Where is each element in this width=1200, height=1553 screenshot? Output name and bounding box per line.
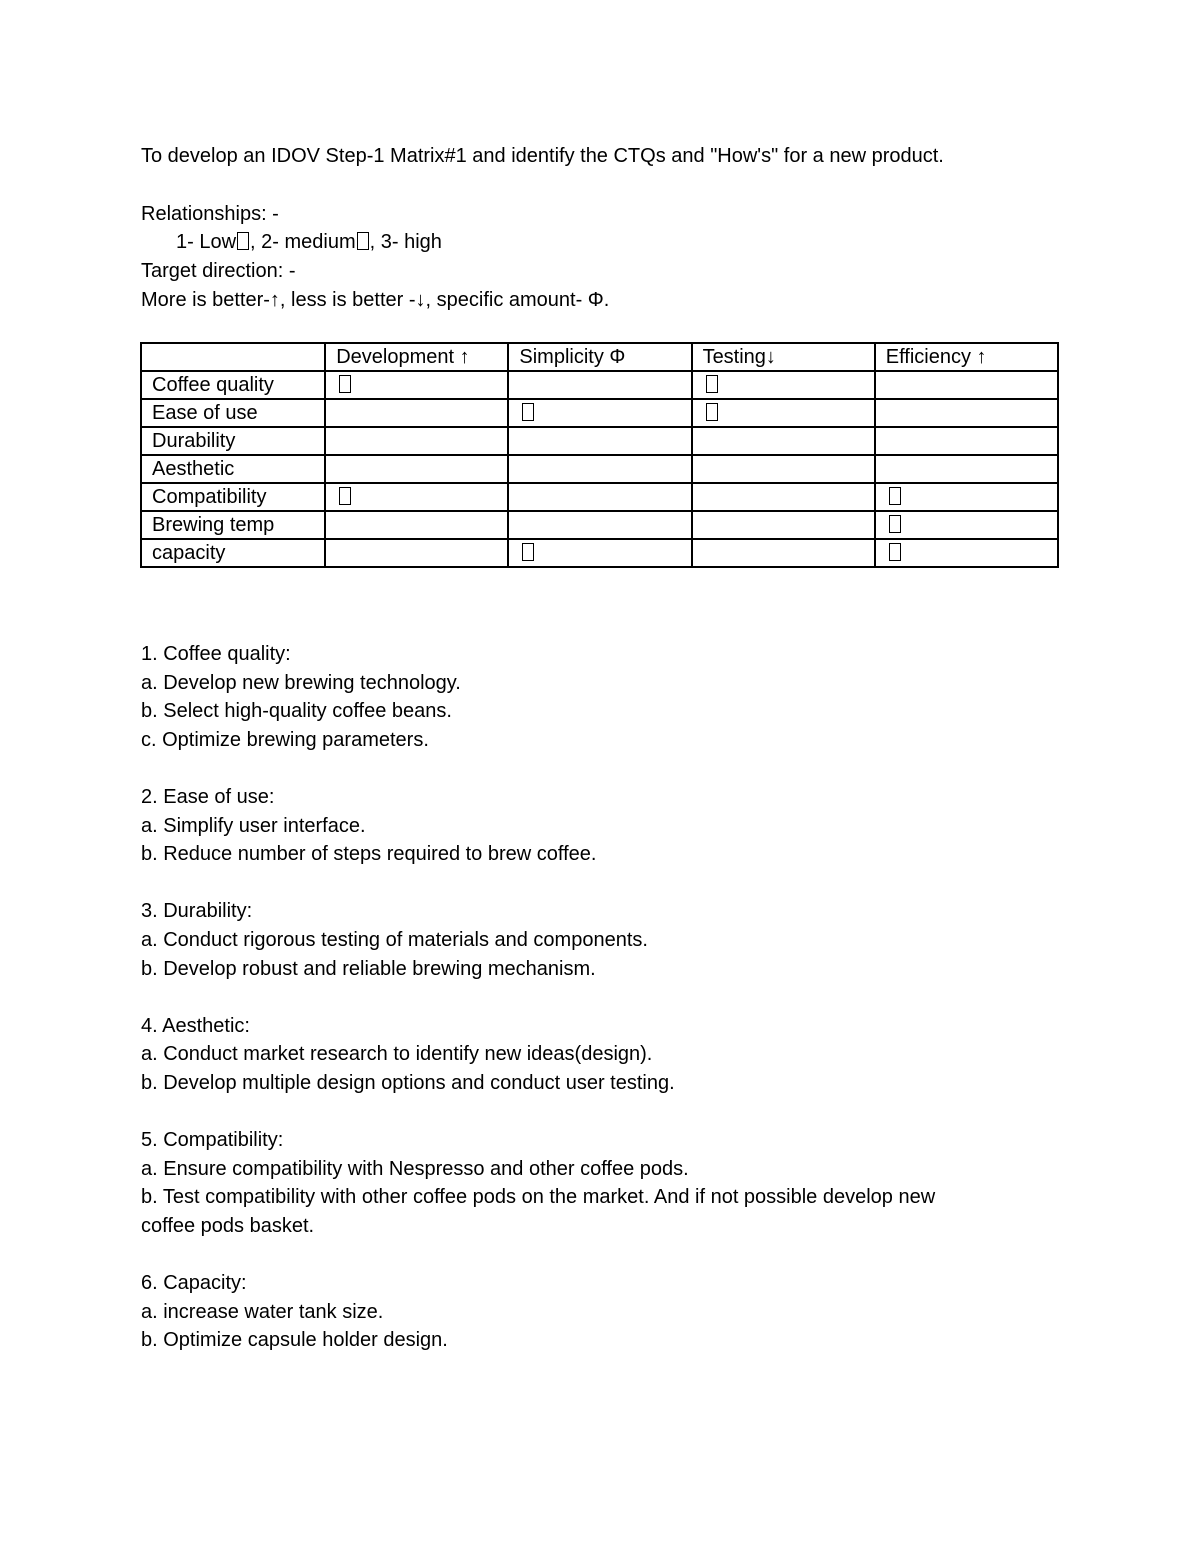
section-item: coffee pods basket.: [141, 1215, 315, 1237]
section-item: a. Develop new brewing technology.: [141, 671, 461, 694]
matrix-cell: [692, 371, 875, 399]
matrix-row-label: Coffee quality: [141, 371, 325, 399]
matrix-cell: [325, 455, 508, 483]
section-item: b. Reduce number of steps required to brew coffee.: [141, 843, 597, 866]
matrix-cell: [875, 399, 1058, 427]
matrix-row: [141, 539, 1058, 567]
relationships-label: Relationships: -: [141, 203, 279, 225]
matrix-cell: [875, 511, 1058, 539]
matrix-row: [141, 483, 1058, 511]
relationship-symbol-icon: [706, 375, 718, 393]
document-heading: To develop an IDOV Step-1 Matrix#1 and identify the CTQs and "How's" for a new product.: [141, 145, 944, 167]
relationship-symbol-icon: [889, 515, 901, 533]
matrix-row-label: capacity: [141, 539, 325, 567]
relationship-medium-text: , 2- medium: [250, 231, 356, 253]
matrix-row-label: Brewing temp: [141, 511, 325, 539]
section-item: a. increase water tank size.: [141, 1300, 384, 1323]
low-symbol-icon: [237, 232, 249, 250]
matrix-cell: [692, 427, 875, 455]
matrix-cell: [508, 371, 691, 399]
section-title: 1. Coffee quality:: [141, 643, 291, 665]
section-title: 6. Capacity:: [141, 1272, 247, 1295]
matrix-cell: [508, 539, 691, 567]
relationships-scale: [176, 228, 442, 256]
section-item: a. Conduct rigorous testing of materials and components.: [141, 929, 648, 951]
target-direction-label: Target direction: -: [141, 260, 296, 282]
target-direction-legend: More is better-↑, less is better -↓, specific amount- Φ.: [141, 289, 610, 311]
matrix-cell: [692, 511, 875, 539]
matrix-cell: [875, 455, 1058, 483]
matrix-cell: [692, 455, 875, 483]
matrix-row: [141, 511, 1058, 539]
matrix-cell: [692, 399, 875, 427]
section-item: b. Select high-quality coffee beans.: [141, 700, 452, 723]
matrix-cell: [508, 455, 691, 483]
relationship-high-text: , 3- high: [369, 231, 442, 253]
matrix-column-header: Efficiency ↑: [875, 343, 1058, 371]
relationship-symbol-icon: [706, 403, 718, 421]
matrix-row-label: Aesthetic: [141, 455, 325, 483]
matrix-cell: [325, 539, 508, 567]
section-item: c. Optimize brewing parameters.: [141, 728, 429, 751]
section-title: 4. Aesthetic:: [141, 1014, 250, 1037]
medium-symbol-icon: [357, 232, 369, 250]
matrix-cell: [692, 539, 875, 567]
matrix-cell: [325, 483, 508, 511]
relationship-symbol-icon: [522, 403, 534, 421]
idov-matrix: [140, 342, 1059, 568]
section-item: a. Simplify user interface.: [141, 814, 366, 837]
matrix-cell: [875, 539, 1058, 567]
matrix-row: [141, 427, 1058, 455]
section-item: a. Conduct market research to identify new ideas(design).: [141, 1043, 653, 1066]
section-item: b. Optimize capsule holder design.: [141, 1329, 448, 1352]
section-item: a. Ensure compatibility with Nespresso and other coffee pods.: [141, 1157, 689, 1180]
matrix-column-header: Development ↑: [325, 343, 508, 371]
matrix-row-label: Compatibility: [141, 483, 325, 511]
section-item: b. Develop robust and reliable brewing mechanism.: [141, 957, 596, 980]
relationship-symbol-icon: [339, 375, 351, 393]
matrix-cell: [875, 427, 1058, 455]
relationship-symbol-icon: [889, 543, 901, 561]
matrix-row: [141, 455, 1058, 483]
matrix-column-header: Testing↓: [692, 343, 875, 371]
relationship-low-text: 1- Low: [176, 231, 237, 253]
matrix-cell: [875, 371, 1058, 399]
matrix-row: [141, 399, 1058, 427]
matrix-cell: [325, 427, 508, 455]
matrix-cell: [508, 511, 691, 539]
matrix-cell: [325, 511, 508, 539]
matrix-cell: [875, 483, 1058, 511]
matrix-cell: [508, 427, 691, 455]
section-item: b. Develop multiple design options and conduct user testing.: [141, 1072, 675, 1094]
relationship-symbol-icon: [339, 487, 351, 505]
matrix-row-label: Durability: [141, 427, 325, 455]
section-title: 5. Compatibility:: [141, 1129, 284, 1152]
matrix-row: [141, 371, 1058, 399]
matrix-cell: [692, 483, 875, 511]
matrix-row-label: Ease of use: [141, 399, 325, 427]
matrix-header-row: [141, 343, 1058, 371]
relationship-symbol-icon: [522, 543, 534, 561]
matrix-cell: [325, 371, 508, 399]
matrix-cell: [325, 399, 508, 427]
relationship-symbol-icon: [889, 487, 901, 505]
section-item: b. Test compatibility with other coffee pods on the market. And if not possible develop new: [141, 1186, 936, 1209]
matrix-cell: [508, 399, 691, 427]
section-title: 3. Durability:: [141, 900, 253, 923]
section-title: 2. Ease of use:: [141, 786, 275, 808]
matrix-cell: [508, 483, 691, 511]
matrix-corner-cell: [141, 343, 325, 371]
matrix-column-header: Simplicity Φ: [508, 343, 691, 371]
